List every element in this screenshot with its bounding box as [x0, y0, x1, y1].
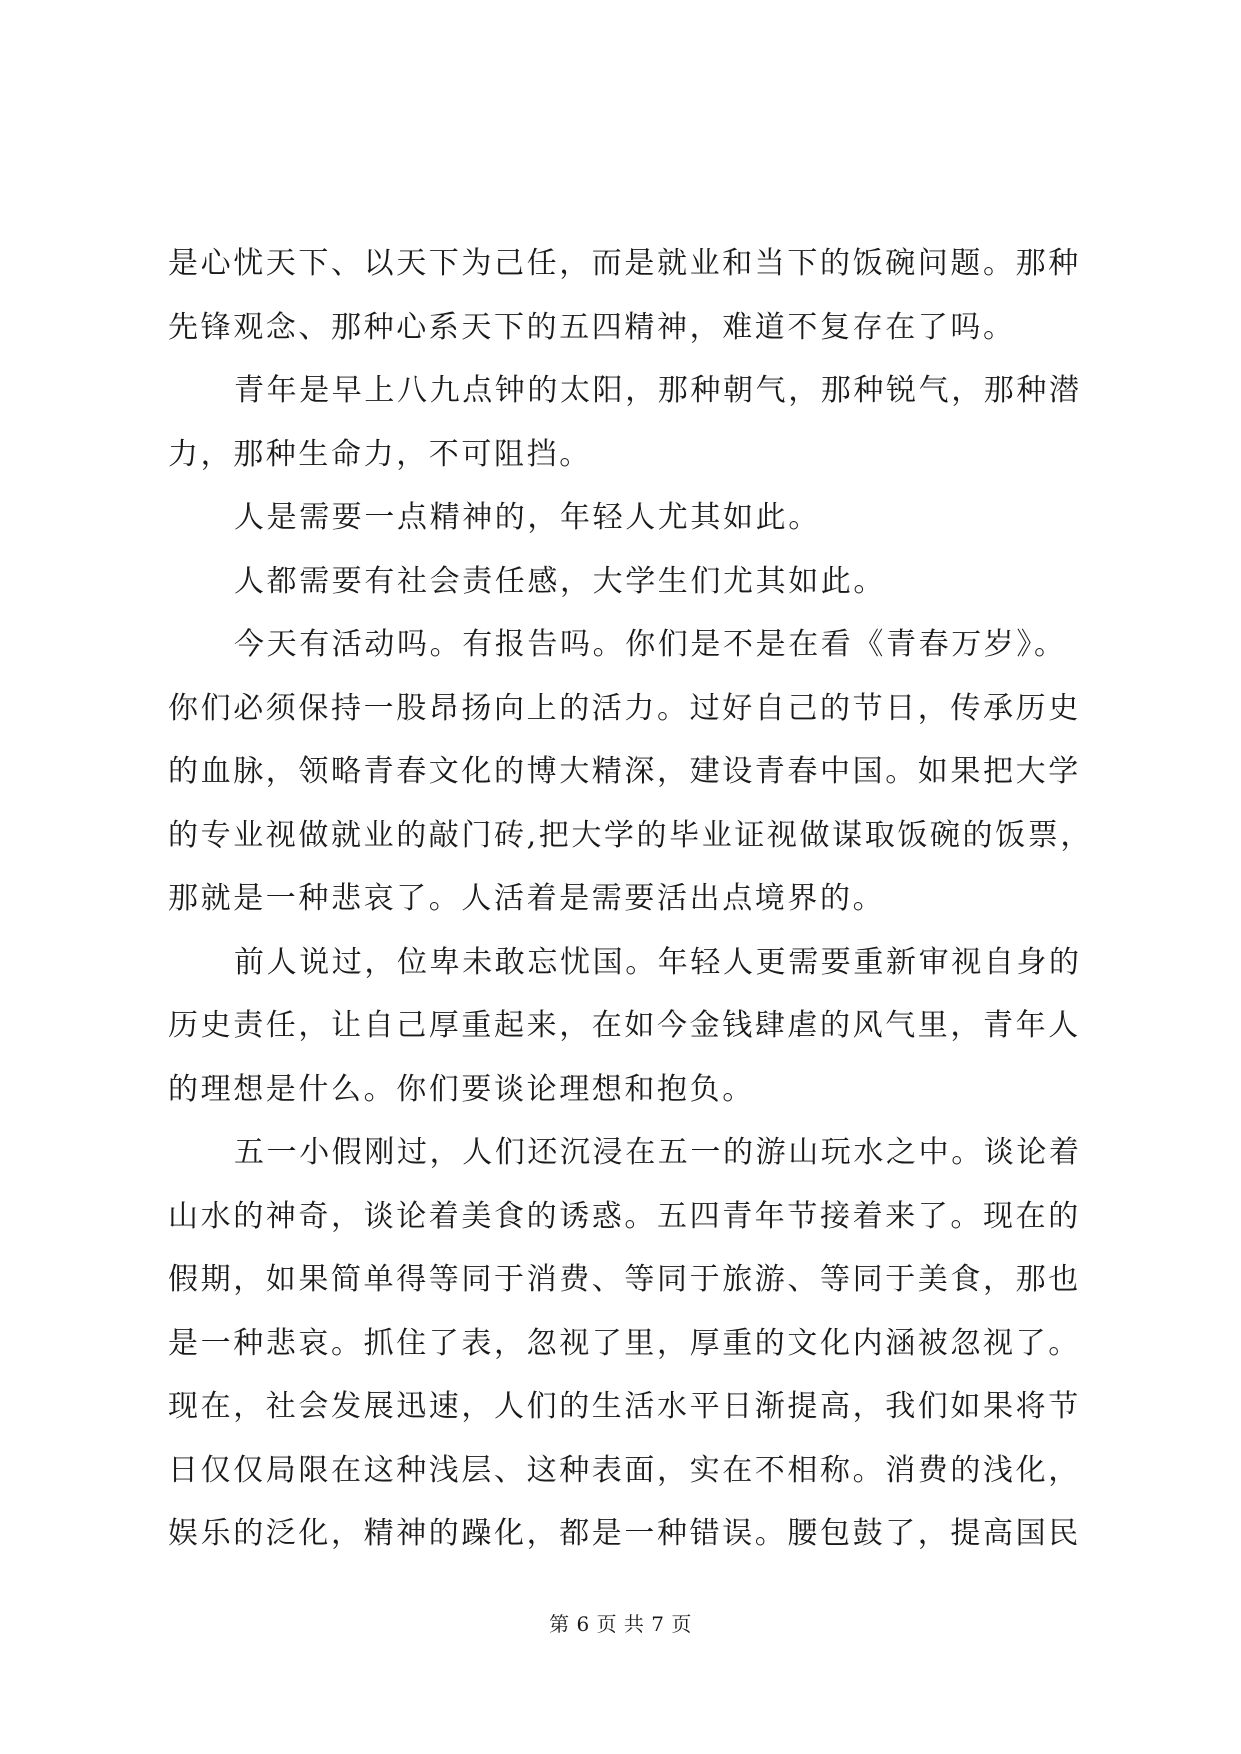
text-line: 那就是一种悲哀了。人活着是需要活出点境界的。: [168, 881, 886, 916]
text-line: 是心忧天下、以天下为己任，而是就业和当下的饭碗问题。那种: [168, 246, 1081, 281]
text-line: 先锋观念、那种心系天下的五四精神，难道不复存在了吗。: [168, 309, 1016, 345]
text-line: 的专业视做就业的敲门砖,把大学的毕业证视做谋取饭碗的饭票，: [168, 817, 1093, 853]
text-line: 人是需要一点精神的，年轻人尤其如此。: [234, 500, 821, 535]
text-line: 你们必须保持一股昂扬向上的活力。过好自己的节日，传承历史: [168, 690, 1081, 726]
text-line: 力，那种生命力，不可阻挡。: [168, 436, 592, 472]
text-line: 的理想是什么。你们要谈论理想和抱负。: [168, 1071, 755, 1107]
text-line: 现在，社会发展迅速，人们的生活水平日渐提高，我们如果将节: [168, 1389, 1081, 1424]
text-line: 今天有活动吗。有报告吗。你们是不是在看《青春万岁》。: [234, 627, 1067, 662]
text-line: 的血脉，领略青春文化的博大精深，建设青春中国。如果把大学: [168, 754, 1081, 789]
text-line: 是一种悲哀。抓住了表，忽视了里，厚重的文化内涵被忽视了。: [168, 1325, 1081, 1361]
text-line: 五一小假刚过，人们还沉浸在五一的游山玩水之中。谈论着: [234, 1135, 1082, 1170]
text-line: 人都需要有社会责任感，大学生们尤其如此。: [234, 563, 886, 599]
body-text: [168, 232, 1093, 1566]
text-line: 青年是早上八九点钟的太阳，那种朝气，那种锐气，那种潜: [234, 373, 1082, 408]
text-line: 前人说过，位卑未敢忘忧国。年轻人更需要重新审视自身的: [234, 944, 1082, 980]
text-line: 假期，如果简单得等同于消费、等同于旅游、等同于美食，那也: [168, 1262, 1081, 1297]
text-line: 娱乐的泛化，精神的躁化，都是一种错误。腰包鼓了，提高国民: [168, 1516, 1081, 1551]
page-number-footer: 第 6 页 共 7 页: [549, 1612, 692, 1636]
text-line: 历史责任，让自己厚重起来，在如今金钱肆虐的风气里，青年人: [168, 1008, 1081, 1043]
text-line: 山水的神奇，谈论着美食的诱惑。五四青年节接着来了。现在的: [168, 1198, 1081, 1234]
text-line: 日仅仅局限在这种浅层、这种表面，实在不相称。消费的浅化，: [168, 1452, 1081, 1488]
